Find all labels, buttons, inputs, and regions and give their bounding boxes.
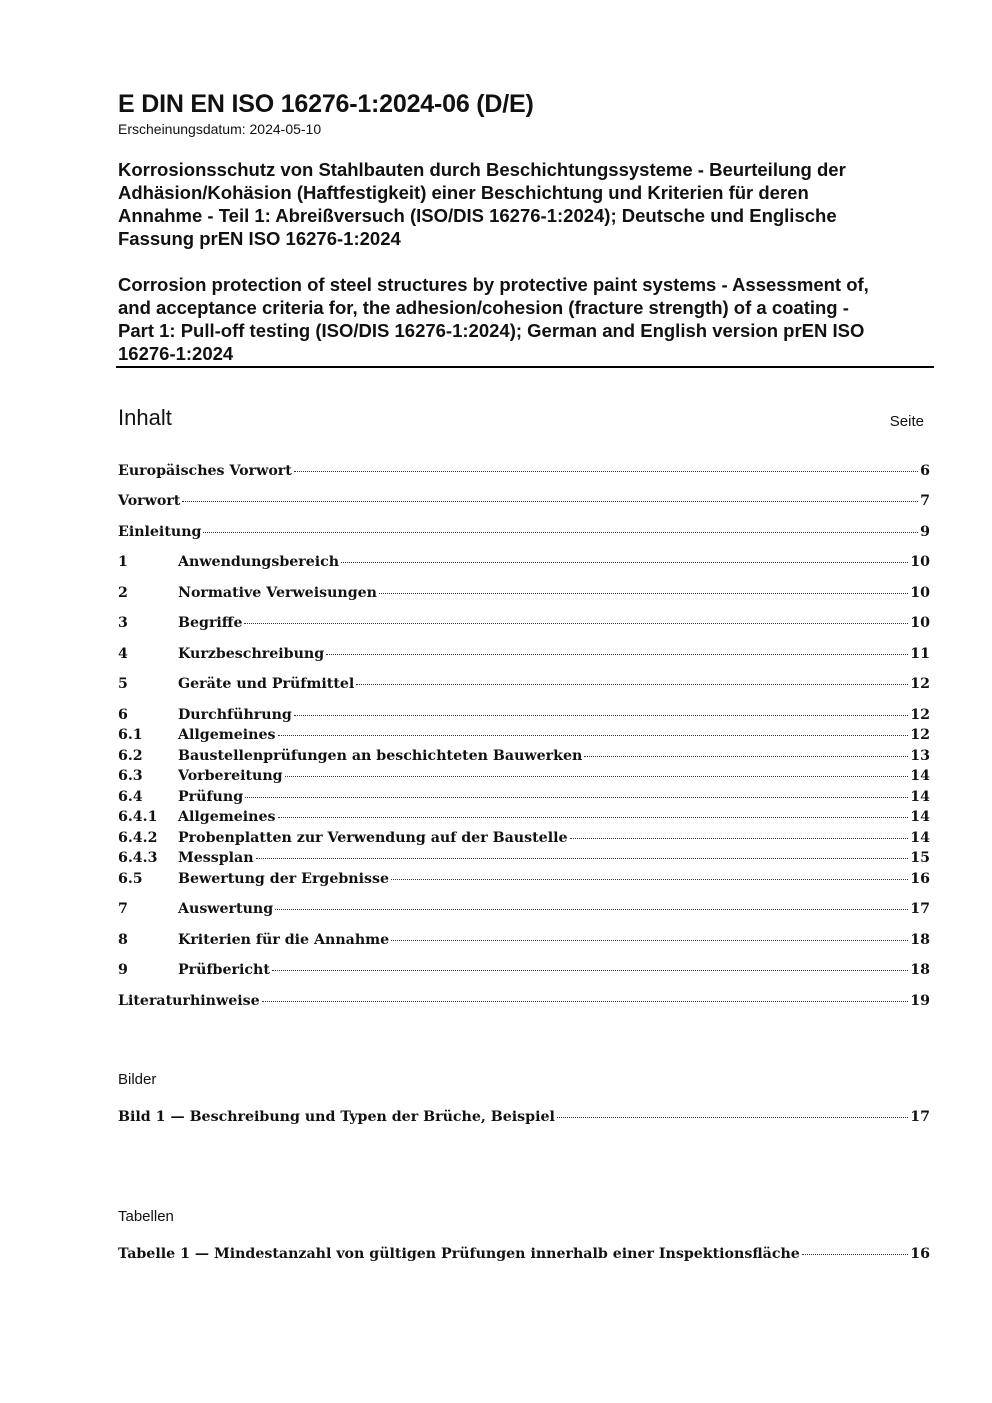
toc-leader bbox=[262, 1001, 909, 1002]
toc-entry[interactable] bbox=[118, 615, 930, 635]
toc-leader bbox=[391, 940, 908, 941]
toc-entry-number: 2 bbox=[118, 585, 128, 601]
toc-entry[interactable] bbox=[118, 871, 930, 891]
toc-leader bbox=[182, 501, 918, 502]
toc-entry-page: 12 bbox=[910, 727, 930, 743]
toc-entry-page: 18 bbox=[910, 932, 930, 948]
toc-leader bbox=[203, 532, 918, 533]
toc-entry-number: 1 bbox=[118, 554, 128, 570]
toc-leader bbox=[802, 1254, 908, 1255]
toc-entry-page: 9 bbox=[920, 524, 930, 540]
toc-leader bbox=[557, 1117, 908, 1118]
toc-entry-page: 14 bbox=[910, 789, 930, 805]
toc-entry-page: 10 bbox=[910, 615, 930, 631]
toc-entry-title: Literaturhinweise bbox=[118, 993, 260, 1009]
title-german-line: Fassung prEN ISO 16276-1:2024 bbox=[118, 228, 401, 249]
toc-entry-title: Europäisches Vorwort bbox=[118, 463, 292, 479]
toc-entry-title: Vorbereitung bbox=[178, 768, 283, 784]
toc-entry-page: 18 bbox=[910, 962, 930, 978]
figure-list-entry[interactable] bbox=[118, 1109, 930, 1129]
toc-entry-page: 7 bbox=[920, 493, 930, 509]
toc-entry-page: 6 bbox=[920, 463, 930, 479]
toc-entry-number: 6.4 bbox=[118, 789, 143, 805]
toc-entry-title: Allgemeines bbox=[178, 727, 276, 743]
toc-entry[interactable] bbox=[118, 850, 930, 870]
toc-entry[interactable] bbox=[118, 932, 930, 952]
publication-date: Erscheinungsdatum: 2024-05-10 bbox=[118, 121, 322, 137]
title-german-line: Korrosionsschutz von Stahlbauten durch Beschichtungssysteme - Beurteilung der bbox=[118, 159, 846, 180]
toc-entry-number: 6.4.3 bbox=[118, 850, 158, 866]
toc-leader bbox=[379, 593, 908, 594]
toc-entry[interactable] bbox=[118, 901, 930, 921]
toc-entry-page: 11 bbox=[910, 646, 930, 662]
toc-leader bbox=[341, 562, 908, 563]
toc-entry-page: 10 bbox=[910, 554, 930, 570]
toc-entry-page: 19 bbox=[910, 993, 930, 1009]
toc-entry-page: 16 bbox=[910, 871, 930, 887]
toc-leader bbox=[256, 858, 909, 859]
toc-entry-page: 13 bbox=[910, 748, 930, 764]
toc-entry[interactable] bbox=[118, 727, 930, 747]
toc-entry-page: 14 bbox=[910, 830, 930, 846]
toc-leader bbox=[294, 715, 908, 716]
toc-entry-page: 10 bbox=[910, 585, 930, 601]
toc-entry-number: 6.4.2 bbox=[118, 830, 158, 846]
toc-entry-number: 9 bbox=[118, 962, 128, 978]
toc-leader bbox=[245, 797, 908, 798]
toc-entry[interactable] bbox=[118, 554, 930, 574]
toc-entry[interactable] bbox=[118, 646, 930, 666]
tables-heading: Tabellen bbox=[118, 1208, 174, 1225]
toc-entry-number: 6.2 bbox=[118, 748, 143, 764]
toc-entry[interactable] bbox=[118, 962, 930, 982]
title-german bbox=[118, 158, 938, 250]
toc-entry-title: Durchführung bbox=[178, 707, 292, 723]
title-german-line: Annahme - Teil 1: Abreißversuch (ISO/DIS 16276-1:2024); Deutsche und Englische bbox=[118, 205, 837, 226]
toc-entry-title: Kriterien für die Annahme bbox=[178, 932, 390, 948]
toc-entry-number: 8 bbox=[118, 932, 128, 948]
toc-entry-title: Vorwort bbox=[118, 493, 181, 509]
toc-entry-title: Anwendungsbereich bbox=[178, 554, 340, 570]
toc-entry[interactable] bbox=[118, 676, 930, 696]
toc-entry-title: Allgemeines bbox=[178, 809, 276, 825]
toc-entry-title: Probenplatten zur Verwendung auf der Baustelle bbox=[178, 830, 568, 846]
toc-leader bbox=[391, 879, 908, 880]
toc-entry[interactable] bbox=[118, 789, 930, 809]
toc-entry-page: 12 bbox=[910, 676, 930, 692]
toc-entry[interactable] bbox=[118, 748, 930, 768]
title-english-line: Corrosion protection of steel structures by protective paint systems - Assessment of, bbox=[118, 274, 869, 295]
toc-entry-number: 6 bbox=[118, 707, 128, 723]
document-id: E DIN EN ISO 16276-1:2024-06 (D/E) bbox=[118, 90, 534, 118]
toc-entry[interactable] bbox=[118, 585, 930, 605]
toc-heading: Inhalt bbox=[118, 405, 172, 430]
toc-entry[interactable] bbox=[118, 993, 930, 1013]
toc-leader bbox=[584, 756, 908, 757]
toc-entry-title: Auswertung bbox=[178, 901, 274, 917]
toc-entry-page: 12 bbox=[910, 707, 930, 723]
toc-leader bbox=[244, 623, 908, 624]
toc-entry-page: 14 bbox=[910, 768, 930, 784]
toc-page-label: Seite bbox=[889, 413, 924, 430]
table-list-entry[interactable] bbox=[118, 1246, 930, 1266]
title-english-line: 16276-1:2024 bbox=[118, 343, 234, 364]
figure-entry-title: Bild 1 — Beschreibung und Typen der Brüche, Beispiel bbox=[118, 1109, 555, 1125]
toc-entry[interactable] bbox=[118, 809, 930, 829]
title-english-line: and acceptance criteria for, the adhesion/cohesion (fracture strength) of a coating - bbox=[118, 297, 849, 318]
toc-entry[interactable] bbox=[118, 524, 930, 544]
toc-entry-title: Prüfbericht bbox=[178, 962, 270, 978]
toc-leader bbox=[570, 838, 909, 839]
toc-entry-title: Prüfung bbox=[178, 789, 244, 805]
toc-entry-number: 6.4.1 bbox=[118, 809, 158, 825]
title-german-line: Adhäsion/Kohäsion (Haftfestigkeit) einer Beschichtung und Kriterien für deren bbox=[118, 182, 809, 203]
toc-entry[interactable] bbox=[118, 768, 930, 788]
toc-entry-title: Normative Verweisungen bbox=[178, 585, 377, 601]
title-divider bbox=[116, 366, 934, 368]
toc-entry-page: 14 bbox=[910, 809, 930, 825]
toc-entry-title: Baustellenprüfungen an beschichteten Bauwerken bbox=[178, 748, 583, 764]
toc-entry[interactable] bbox=[118, 830, 930, 850]
toc-leader bbox=[294, 471, 918, 472]
toc-entry-number: 5 bbox=[118, 676, 128, 692]
toc-entry[interactable] bbox=[118, 463, 930, 483]
toc-entry[interactable] bbox=[118, 707, 930, 727]
table-entry-title: Tabelle 1 — Mindestanzahl von gültigen Prüfungen innerhalb einer Inspektionsfläche bbox=[118, 1246, 800, 1262]
toc-entry-page: 17 bbox=[910, 901, 930, 917]
title-english bbox=[118, 273, 938, 365]
toc-leader bbox=[356, 684, 908, 685]
toc-entry-number: 6.3 bbox=[118, 768, 143, 784]
toc-leader bbox=[285, 776, 909, 777]
toc-leader bbox=[278, 735, 909, 736]
toc-entry[interactable] bbox=[118, 493, 930, 513]
toc-entry-title: Kurzbeschreibung bbox=[178, 646, 325, 662]
toc-entry-number: 4 bbox=[118, 646, 128, 662]
toc-entry-number: 6.1 bbox=[118, 727, 143, 743]
toc-entry-page: 15 bbox=[910, 850, 930, 866]
title-english-line: Part 1: Pull-off testing (ISO/DIS 16276-1:2024); German and English version prEN ISO bbox=[118, 320, 865, 341]
table-entry-page: 16 bbox=[910, 1246, 930, 1262]
toc-entry-number: 3 bbox=[118, 615, 128, 631]
figure-entry-page: 17 bbox=[910, 1109, 930, 1125]
figures-heading: Bilder bbox=[118, 1071, 157, 1088]
toc-entry-title: Messplan bbox=[178, 850, 254, 866]
toc-entry-number: 6.5 bbox=[118, 871, 143, 887]
toc-entry-title: Begriffe bbox=[178, 615, 243, 631]
toc-entry-number: 7 bbox=[118, 901, 128, 917]
toc-entry-title: Geräte und Prüfmittel bbox=[178, 676, 355, 692]
toc-entry-title: Bewertung der Ergebnisse bbox=[178, 871, 389, 887]
toc-leader bbox=[326, 654, 908, 655]
toc-leader bbox=[275, 909, 908, 910]
toc-leader bbox=[272, 970, 908, 971]
toc-entry-title: Einleitung bbox=[118, 524, 202, 540]
toc-leader bbox=[278, 817, 909, 818]
